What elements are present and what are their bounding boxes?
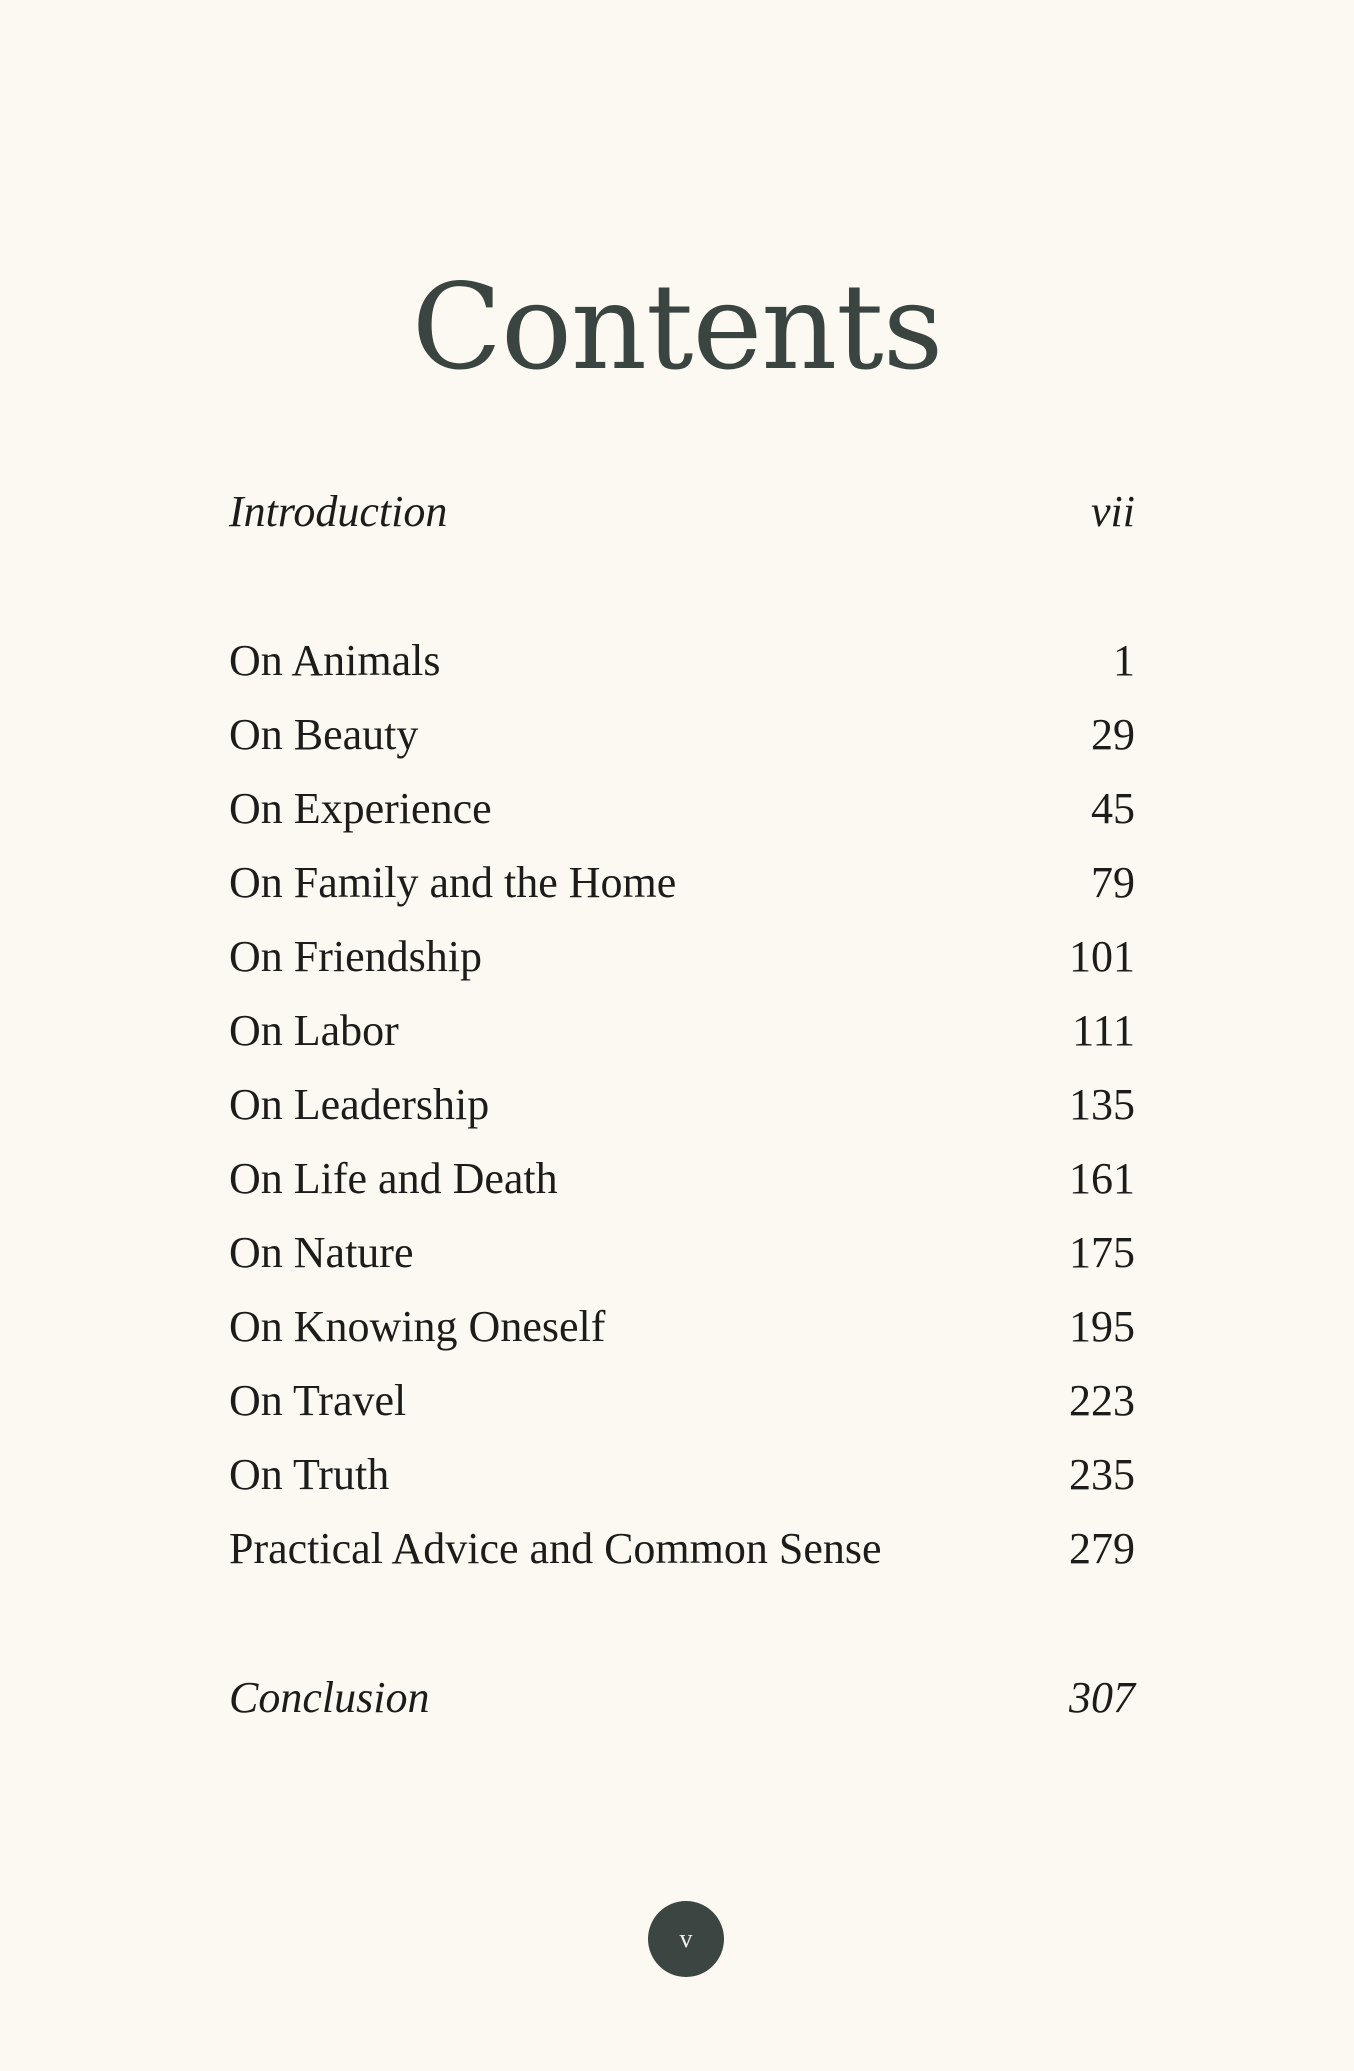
toc-entry-page-number: 235	[1069, 1450, 1135, 1499]
toc-entry[interactable]	[229, 1297, 1135, 1357]
page-number-badge: v	[648, 1901, 724, 1977]
toc-entry-page-number: 101	[1069, 932, 1135, 981]
toc-entry-label: On Animals	[229, 636, 441, 685]
toc-entry[interactable]	[229, 1075, 1135, 1135]
toc-entry[interactable]	[229, 1001, 1135, 1061]
toc-entry[interactable]	[229, 853, 1135, 913]
toc-entry-label: On Travel	[229, 1376, 407, 1425]
toc-entry-page-number: 161	[1069, 1154, 1135, 1203]
toc-entry-label: On Experience	[229, 784, 492, 833]
toc-entry-conclusion[interactable]	[229, 1668, 1135, 1728]
toc-entry-page-number: vii	[1091, 487, 1135, 536]
toc-entry[interactable]	[229, 927, 1135, 987]
toc-entry-page-number: 279	[1069, 1524, 1135, 1573]
page-title: Contents	[411, 258, 943, 396]
toc-entry[interactable]	[229, 1149, 1135, 1209]
toc-entry-label: On Life and Death	[229, 1154, 558, 1203]
toc-entry-label: On Truth	[229, 1450, 390, 1499]
toc-entry[interactable]	[229, 1371, 1135, 1431]
toc-entry-page-number: 45	[1091, 784, 1135, 833]
toc-entry-label: On Leadership	[229, 1080, 490, 1129]
toc-entry-page-number: 135	[1069, 1080, 1135, 1129]
toc-entry-page-number: 1	[1113, 636, 1135, 685]
toc-entry-page-number: 195	[1069, 1302, 1135, 1351]
toc-entry-page-number: 111	[1072, 1006, 1135, 1055]
toc-entry-introduction[interactable]	[229, 482, 1135, 542]
toc-entry[interactable]	[229, 1223, 1135, 1283]
toc-entry[interactable]	[229, 779, 1135, 839]
toc-entry-page-number: 79	[1091, 858, 1135, 907]
toc-entry-label: On Friendship	[229, 932, 482, 981]
toc-entry-label: Conclusion	[229, 1673, 430, 1722]
toc-entry-label: On Knowing Oneself	[229, 1302, 606, 1351]
toc-entry[interactable]	[229, 631, 1135, 691]
toc-entry-page-number: 175	[1069, 1228, 1135, 1277]
toc-entry[interactable]	[229, 1519, 1135, 1579]
toc-entry-label: On Nature	[229, 1228, 414, 1277]
toc-entry-label: On Beauty	[229, 710, 419, 759]
toc-entry-page-number: 223	[1069, 1376, 1135, 1425]
toc-entry-label: Introduction	[229, 487, 448, 536]
toc-entry-page-number: 29	[1091, 710, 1135, 759]
toc-entry[interactable]	[229, 705, 1135, 765]
toc-entry[interactable]	[229, 1445, 1135, 1505]
toc-entry-label: On Family and the Home	[229, 858, 677, 907]
toc-entry-label: On Labor	[229, 1006, 399, 1055]
toc-entry-label: Practical Advice and Common Sense	[229, 1524, 882, 1573]
toc-entry-page-number: 307	[1069, 1673, 1135, 1722]
